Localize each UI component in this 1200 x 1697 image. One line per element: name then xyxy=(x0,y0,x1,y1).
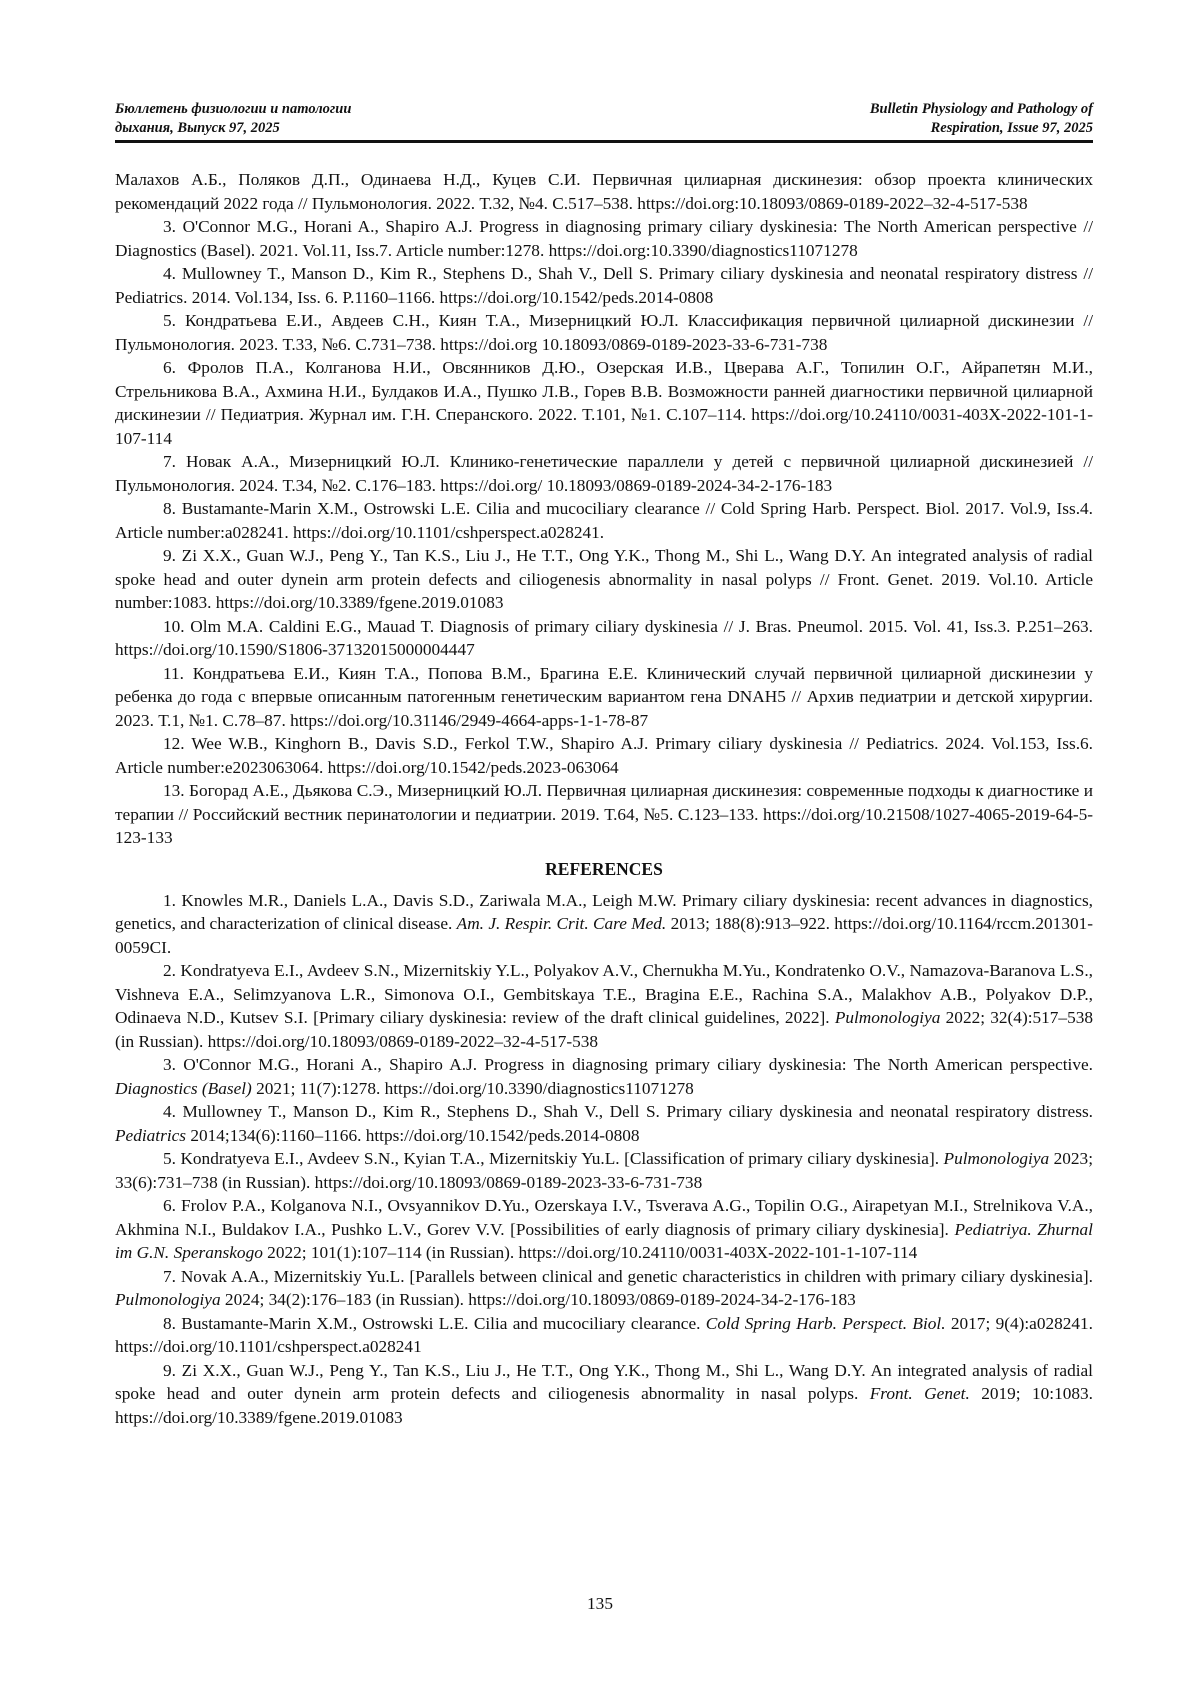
reference-item xyxy=(115,1194,1093,1265)
reference-item xyxy=(115,889,1093,960)
reference-source-title: Pediatrics xyxy=(115,1126,186,1145)
reference-item xyxy=(115,732,1093,779)
journal-title-ru-line1: Бюллетень физиологии и патологии xyxy=(115,100,351,119)
reference-item xyxy=(115,1147,1093,1194)
journal-title-ru xyxy=(115,100,351,138)
reference-text: 2024; 34(2):176–183 (in Russian). https://doi.org/10.18093/0869-0189-2024-34-2-176-183 xyxy=(221,1290,856,1309)
reference-text: 2023; 33(6):731–738 (in Russian). https://doi.org/10.18093/0869-0189-2023-33-6-731-738 xyxy=(115,1149,1093,1192)
reference-text: 2. Kondratyeva E.I., Avdeev S.N., Mizernitskiy Y.L., Polyakov A.V., Chernukha M.Yu., Kondratenko O.V., Namazova-Baranova L.S., Vishneva E.A., Selimzyanova L.R., Simonova O.I., Gembitskaya T.E., Bragina E.E., Rachina S.A., Malakhov A.B., Polyakov D.P., Odinaeva N.D., Kutsev S.I. [Primary ciliary dyskinesia: review of the draft clinical guidelines, 2022]. xyxy=(115,961,1093,1027)
reference-item xyxy=(115,1265,1093,1312)
reference-text: 5. Kondratyeva E.I., Avdeev S.N., Kyian T.A., Mizernitskiy Yu.L. [Classification of primary ciliary dyskinesia]. xyxy=(163,1149,944,1168)
reference-text: 2019; 10:1083. https://doi.org/10.3389/fgene.2019.01083 xyxy=(115,1384,1093,1427)
reference-source-title: Pulmonologiya xyxy=(944,1149,1050,1168)
reference-text: 2022; 32(4):517–538 (in Russian). https://doi.org/10.18093/0869-0189-2022–32-4-517-538 xyxy=(115,1008,1093,1051)
reference-text: 3. O'Connor M.G., Horani A., Shapiro A.J. Progress in diagnosing primary ciliary dyskinesia: The North American perspective // Diagnostics (Basel). 2021. Vol.11, Iss.7. Article number:1278. https://doi.org:10.3390/diagnostics11071278 xyxy=(115,217,1093,260)
reference-source-title: Pediatriya. Zhurnal im G.N. Speranskogo xyxy=(115,1220,1093,1263)
reference-item xyxy=(115,1359,1093,1430)
reference-text: 8. Bustamante-Marin X.M., Ostrowski L.E. Cilia and mucociliary clearance // Cold Spring Harb. Perspect. Biol. 2017. Vol.9, Iss.4. Article number:a028241. https://doi.org/10.1101/cshperspect.a028241. xyxy=(115,499,1093,542)
reference-list-en xyxy=(115,889,1093,1430)
reference-item xyxy=(115,356,1093,450)
reference-item xyxy=(115,1053,1093,1100)
reference-text: 9. Zi X.X., Guan W.J., Peng Y., Tan K.S., Liu J., He T.T., Ong Y.K., Thong M., Shi L., Wang D.Y. An integrated analysis of radial spoke head and outer dynein arm protein defects and ciliogenesis abnormality in nasal polyps // Front. Genet. 2019. Vol.10. Article number:1083. https://doi.org/10.3389/fgene.2019.01083 xyxy=(115,546,1093,612)
reference-text: 2013; 188(8):913–922. https://doi.org/10.1164/rccm.201301-0059CI. xyxy=(115,914,1093,957)
reference-source-title: Diagnostics (Basel) xyxy=(115,1079,252,1098)
reference-text: 2021; 11(7):1278. https://doi.org/10.3390/diagnostics11071278 xyxy=(252,1079,694,1098)
reference-text: 13. Богорад А.Е., Дьякова С.Э., Мизерницкий Ю.Л. Первичная цилиарная дискинезия: современные подходы к диагностике и терапии // Российский вестник перинатологии и педиатрии. 2019. Т.64, №5. С.123–133. https://doi.org/10.21508/1027-4065-2019-64-5-123-133 xyxy=(115,781,1093,847)
reference-source-title: Pulmonologiya xyxy=(835,1008,941,1027)
reference-text: 9. Zi X.X., Guan W.J., Peng Y., Tan K.S., Liu J., He T.T., Ong Y.K., Thong M., Shi L., Wang D.Y. An integrated analysis of radial spoke head and outer dynein arm protein defects and ciliogenesis abnormality in nasal polyps. xyxy=(115,1361,1093,1404)
reference-text: 11. Кондратьева Е.И., Киян Т.А., Попова В.М., Брагина Е.Е. Клинический случай первичной цилиарной дискинезии у ребенка до года с впервые описанным патогенным генетическим вариантом гена DNAH5 // Архив педиатрии и детской хирургии. 2023. Т.1, №1. С.78–87. https://doi.org/10.31146/2949-4664-apps-1-1-78-87 xyxy=(115,664,1093,730)
reference-text: 8. Bustamante-Marin X.M., Ostrowski L.E. Cilia and mucociliary clearance. xyxy=(163,1314,706,1333)
page-body xyxy=(115,168,1093,1429)
reference-text: 4. Mullowney T., Manson D., Kim R., Stephens D., Shah V., Dell S. Primary ciliary dyskinesia and neonatal respiratory distress. xyxy=(163,1102,1093,1121)
reference-text: 6. Frolov P.A., Kolganova N.I., Ovsyannikov D.Yu., Ozerskaya I.V., Tsverava A.G., Topilin O.G., Airapetyan M.I., Strelnikova V.A., Akhmina N.I., Buldakov I.A., Pushko L.V., Gorev V.V. [Possibilities of early diagnosis of primary ciliary dyskinesia]. xyxy=(115,1196,1093,1239)
reference-text: 4. Mullowney T., Manson D., Kim R., Stephens D., Shah V., Dell S. Primary ciliary dyskinesia and neonatal respiratory distress // Pediatrics. 2014. Vol.134, Iss. 6. P.1160–1166. https://doi.org/10.1542/peds.2014-0808 xyxy=(115,264,1093,307)
reference-item xyxy=(115,959,1093,1053)
reference-text: 2022; 101(1):107–114 (in Russian). https://doi.org/10.24110/0031-403X-2022-101-1-107-114 xyxy=(263,1243,917,1262)
reference-item xyxy=(115,1100,1093,1147)
reference-text: 5. Кондратьева Е.И., Авдеев С.Н., Киян Т.А., Мизерницкий Ю.Л. Классификация первичной цилиарной дискинезии // Пульмонология. 2023. Т.33, №6. С.731–738. https://doi.org 10.18093/0869-0189-2023-33-6-731-738 xyxy=(115,311,1093,354)
journal-title-en xyxy=(870,100,1093,138)
reference-text: 3. O'Connor M.G., Horani A., Shapiro A.J. Progress in diagnosing primary ciliary dyskinesia: The North American perspective. xyxy=(163,1055,1093,1074)
reference-list-ru xyxy=(115,168,1093,850)
references-heading: REFERENCES xyxy=(115,858,1093,881)
running-header xyxy=(115,100,1093,143)
reference-item xyxy=(115,779,1093,850)
reference-source-title: Pulmonologiya xyxy=(115,1290,221,1309)
reference-source-title: Cold Spring Harb. Perspect. Biol. xyxy=(706,1314,946,1333)
reference-item xyxy=(115,544,1093,615)
journal-title-en-line1: Bulletin Physiology and Pathology of xyxy=(870,100,1093,119)
reference-text: 2014;134(6):1160–1166. https://doi.org/10.1542/peds.2014-0808 xyxy=(186,1126,639,1145)
reference-item xyxy=(115,215,1093,262)
reference-text: Малахов А.Б., Поляков Д.П., Одинаева Н.Д., Куцев С.И. Первичная цилиарная дискинезия: обзор проекта клинических рекомендаций 2022 года // Пульмонология. 2022. Т.32, №4. С.517–538. https://doi.org:10.18093/0869-0189-2022–32-4-517-538 xyxy=(115,170,1093,213)
page-number: 135 xyxy=(0,1594,1200,1614)
reference-item xyxy=(115,262,1093,309)
journal-title-ru-line2: дыхания, Выпуск 97, 2025 xyxy=(115,119,351,138)
reference-source-title: Am. J. Respir. Crit. Care Med. xyxy=(457,914,667,933)
reference-text: 7. Novak A.A., Mizernitskiy Yu.L. [Parallels between clinical and genetic characteristics in children with primary ciliary dyskinesia]. xyxy=(163,1267,1093,1286)
reference-item xyxy=(115,1312,1093,1359)
reference-text: 10. Olm M.A. Caldini E.G., Mauad T. Diagnosis of primary ciliary dyskinesia // J. Bras. Pneumol. 2015. Vol. 41, Iss.3. P.251–263. https://doi.org/10.1590/S1806-37132015000004447 xyxy=(115,617,1093,660)
reference-item xyxy=(115,309,1093,356)
reference-item xyxy=(115,497,1093,544)
reference-source-title: Front. Genet. xyxy=(870,1384,970,1403)
reference-text: 12. Wee W.B., Kinghorn B., Davis S.D., Ferkol T.W., Shapiro A.J. Primary ciliary dyskinesia // Pediatrics. 2024. Vol.153, Iss.6. Article number:e2023063064. https://doi.org/10.1542/peds.2023-063064 xyxy=(115,734,1093,777)
reference-text: 2017; 9(4):a028241. https://doi.org/10.1101/cshperspect.a028241 xyxy=(115,1314,1093,1357)
reference-item xyxy=(115,450,1093,497)
reference-text: 1. Knowles M.R., Daniels L.A., Davis S.D., Zariwala M.A., Leigh M.W. Primary ciliary dyskinesia: recent advances in diagnostics, genetics, and characterization of clinical disease. xyxy=(115,891,1093,934)
reference-item xyxy=(115,662,1093,733)
journal-title-en-line2: Respiration, Issue 97, 2025 xyxy=(870,119,1093,138)
reference-item xyxy=(115,168,1093,215)
reference-item xyxy=(115,615,1093,662)
reference-text: 7. Новак А.А., Мизерницкий Ю.Л. Клинико-генетические параллели у детей с первичной цилиарной дискинезией // Пульмонология. 2024. Т.34, №2. С.176–183. https://doi.org/ 10.18093/0869-0189-2024-34-2-176-183 xyxy=(115,452,1093,495)
reference-text: 6. Фролов П.А., Колганова Н.И., Овсянников Д.Ю., Озерская И.В., Цверава А.Г., Топилин О.Г., Айрапетян М.И., Стрельникова В.А., Ахмина Н.И., Булдаков И.А., Пушко Л.В., Горев В.В. Возможности ранней диагностики первичной цилиарной дискинезии // Педиатрия. Журнал им. Г.Н. Сперанского. 2022. Т.101, №1. С.107–114. https://doi.org/10.24110/0031-403X-2022-101-1-107-114 xyxy=(115,358,1093,448)
